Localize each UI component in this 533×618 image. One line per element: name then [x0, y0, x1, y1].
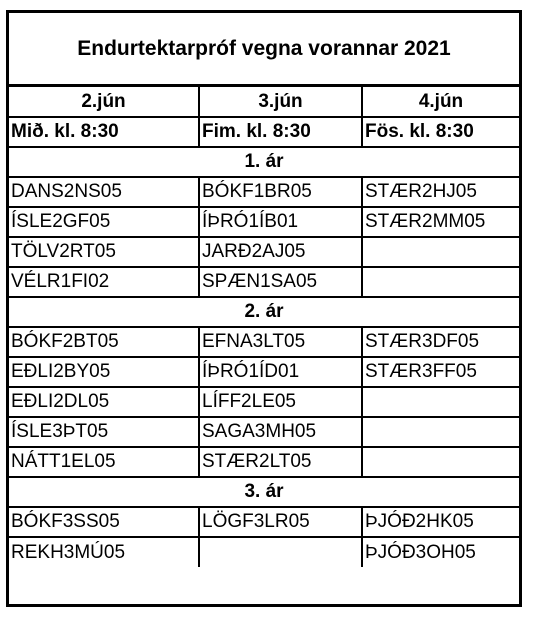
year-section-row — [9, 147, 519, 177]
year-section-label: 3. ár — [9, 477, 519, 507]
table-row — [9, 387, 519, 417]
course-code-cell: ÞJÓÐ3OH05 — [362, 537, 519, 567]
course-code-cell: VÉLR1FI02 — [9, 267, 199, 297]
table-row — [9, 417, 519, 447]
date-header-cell: 2.jún — [9, 87, 199, 117]
course-code-cell: SPÆN1SA05 — [199, 267, 362, 297]
course-code-cell: BÓKF3SS05 — [9, 507, 199, 537]
course-code-cell: LÍFF2LE05 — [199, 387, 362, 417]
course-code-cell: TÖLV2RT05 — [9, 237, 199, 267]
table-row — [9, 267, 519, 297]
course-code-cell: ÍSLE3ÞT05 — [9, 417, 199, 447]
year-section-row — [9, 477, 519, 507]
table-row — [9, 537, 519, 567]
course-code-cell — [362, 417, 519, 447]
course-code-cell: STÆR2MM05 — [362, 207, 519, 237]
date-header-cell: 4.jún — [362, 87, 519, 117]
table-row — [9, 207, 519, 237]
time-header-cell: Fim. kl. 8:30 — [199, 117, 362, 147]
table-row — [9, 237, 519, 267]
course-code-cell: DANS2NS05 — [9, 177, 199, 207]
course-code-cell: ÞJÓÐ2HK05 — [362, 507, 519, 537]
table-row — [9, 447, 519, 477]
course-code-cell: NÁTT1EL05 — [9, 447, 199, 477]
course-code-cell: REKH3MÚ05 — [9, 537, 199, 567]
course-code-cell: STÆR2LT05 — [199, 447, 362, 477]
course-code-cell: BÓKF2BT05 — [9, 327, 199, 357]
course-code-cell — [199, 537, 362, 567]
course-code-cell — [362, 267, 519, 297]
exam-schedule-sheet — [6, 10, 522, 607]
exam-schedule-table — [9, 87, 519, 567]
course-code-cell: ÍÞRÓ1ÍD01 — [199, 357, 362, 387]
date-header-cell: 3.jún — [199, 87, 362, 117]
time-header-row — [9, 117, 519, 147]
course-code-cell: EÐLI2DL05 — [9, 387, 199, 417]
course-code-cell — [362, 237, 519, 267]
course-code-cell: LÖGF3LR05 — [199, 507, 362, 537]
course-code-cell: EÐLI2BY05 — [9, 357, 199, 387]
course-code-cell: STÆR3FF05 — [362, 357, 519, 387]
course-code-cell: JARÐ2AJ05 — [199, 237, 362, 267]
table-row — [9, 507, 519, 537]
time-header-cell: Mið. kl. 8:30 — [9, 117, 199, 147]
year-section-label: 2. ár — [9, 297, 519, 327]
table-row — [9, 327, 519, 357]
page-title: Endurtektarpróf vegna vorannar 2021 — [9, 13, 519, 87]
course-code-cell: ÍSLE2GF05 — [9, 207, 199, 237]
course-code-cell — [362, 387, 519, 417]
year-section-row — [9, 297, 519, 327]
course-code-cell: ÍÞRÓ1ÍB01 — [199, 207, 362, 237]
year-section-label: 1. ár — [9, 147, 519, 177]
table-row — [9, 177, 519, 207]
course-code-cell: STÆR3DF05 — [362, 327, 519, 357]
course-code-cell — [362, 447, 519, 477]
time-header-cell: Fös. kl. 8:30 — [362, 117, 519, 147]
course-code-cell: EFNA3LT05 — [199, 327, 362, 357]
course-code-cell: STÆR2HJ05 — [362, 177, 519, 207]
date-header-row — [9, 87, 519, 117]
course-code-cell: BÓKF1BR05 — [199, 177, 362, 207]
course-code-cell: SAGA3MH05 — [199, 417, 362, 447]
table-row — [9, 357, 519, 387]
